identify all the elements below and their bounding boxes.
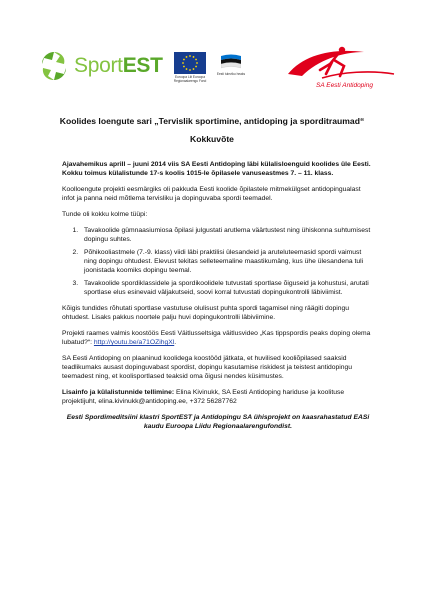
eu-flag-icon	[174, 52, 206, 74]
antidoping-runner-icon	[282, 44, 402, 84]
sportest-word-part2: EST	[122, 54, 163, 77]
types-intro: Tunde oli kokku kolme tüüpi:	[62, 211, 148, 218]
list-item: 3. Tavakoolide spordiklassidele ja spordikoolidele tutvustati sportlase õiguseid ja kohustusi, arutati sportlase elus esinevaid väljakutseid, soovi korral tutvustati dopingukontrolli läbiviimist.	[80, 279, 374, 297]
logo-header	[0, 18, 424, 98]
video-link[interactable]: http://youtu.be/a71OZihgXl	[93, 339, 175, 346]
contact-label: Lisainfo ja külalistunnide tellimine:	[62, 389, 175, 396]
eu-caption: Euroopa Liit Euroopa Regionaalarengu Fond	[173, 75, 207, 83]
lesson-types-list	[62, 226, 374, 297]
sportest-logo	[38, 48, 163, 88]
list-item: 1. Tavakoolide gümnaasiumiosa õpilasi julgustati arutlema väärtustest ning ühiskonna suhtumisest dopingu suhtes.	[80, 226, 374, 244]
video-text-end: .	[174, 339, 177, 346]
sportest-mark-icon	[38, 50, 70, 82]
page-title: Koolides loengute sari „Tervislik sportimine, antidoping ja sporditraumad“	[59, 116, 365, 126]
estonia-caption: Eesti tuleviku heaks	[216, 72, 246, 76]
document-body	[62, 160, 374, 438]
funding-note: Eesti Spordimeditsiini klastri SportEST ja Antidopingu SA ühisprojekt on kaasrahastatud EASi kaudu Euroopa Liidu Regionaalarengufondist.	[66, 414, 370, 430]
eu-logo	[172, 52, 208, 96]
estonia-flag-icon	[221, 54, 241, 70]
video-paragraph	[62, 329, 374, 347]
contact-text: Elina Kivinukk, SA Eesti Antidoping hariduse ja koolituse projektijuht, elina.kivinukk@antidoping.ee, +372 56287762	[62, 389, 345, 405]
list-item: 2. Põhikooliastmele (7.-9. klass) viidi läbi praktilisi ülesandeid ja aruteluteemasid spordi vaimust ning dopingu ohtudest. Elevust tekitas selleteemaline maastikumäng, kus ühe ülesandena tuli joonistada koomiks dopingu teemal.	[80, 248, 374, 275]
antidoping-label: SA Eesti Antidoping	[316, 82, 373, 89]
intro-paragraph: Ajavahemikus aprill – juuni 2014 viis SA Eesti Antidoping läbi külalisloenguid koolides üle Eesti. Kokku toimus külalistunde 17-s koolis 1015-le õpilasele vanuseastmes 7. – 11. klass.	[62, 161, 371, 177]
video-text: Projekti raames valmis koostöös Eesti Väitlusseltsiga väitlusvideo „Kas tippspordis peaks doping olema lubatud?“:	[62, 330, 371, 346]
goal-paragraph: Koolloengute projekti eesmärgiks oli pakkuda Eesti koolide õpilastele mitmekülgset antidopingualast infot ja panna neid mõtlema tervisliku ja dopinguvaba spordi teemadel.	[62, 186, 361, 202]
estonia-logo	[214, 54, 248, 94]
page-subtitle: Kokkuvõte	[190, 134, 234, 144]
sportest-word-part1: Sport	[74, 54, 123, 77]
antidoping-logo	[282, 44, 402, 94]
contact-paragraph	[62, 388, 374, 406]
future-paragraph: SA Eesti Antidoping on plaaninud koolidega koostööd jätkata, et huvilised kooliõpilased saaksid teadlikumaks ausast dopinguvabast spordist, dopingu kasutamise riskidest ja teistest antidopingu teemadest ning, et koolisportlased teaksid oma õigusi nendes küsimustes.	[62, 355, 353, 380]
emphasis-paragraph: Kõigis tundides rõhutati sportlase vastutuse olulisust puhta spordi tagamisel ning räägiti dopingu ohtudest. Lisaks pakkus noortele palju huvi dopingukontrolli läbiviimine.	[62, 305, 350, 321]
